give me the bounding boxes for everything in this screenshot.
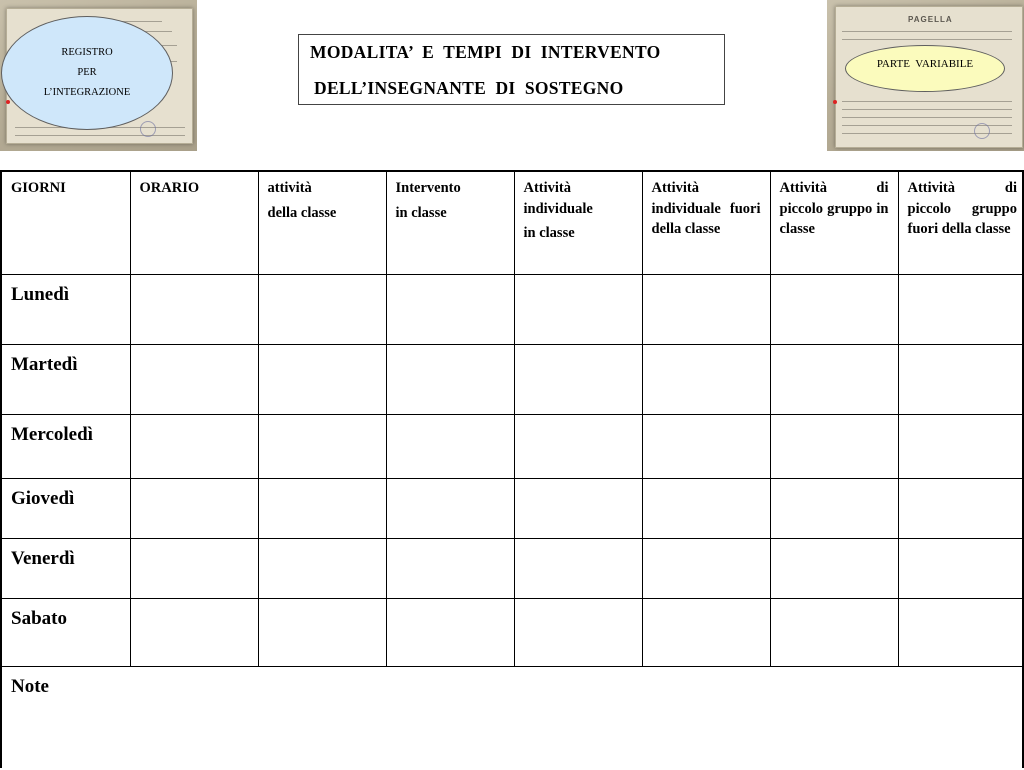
table-cell[interactable] [770, 414, 898, 478]
header-giorni: GIORNI [2, 172, 130, 274]
table-cell[interactable] [514, 414, 642, 478]
table-cell[interactable] [130, 538, 258, 598]
table-cell[interactable] [386, 344, 514, 414]
day-label: Lunedì [2, 274, 130, 344]
table-cell[interactable] [258, 538, 386, 598]
day-label: Giovedì [2, 478, 130, 538]
table-cell[interactable] [770, 478, 898, 538]
table-cell[interactable] [770, 274, 898, 344]
notes-label: Note [11, 675, 49, 697]
header-gruppo-fuori: Attività di piccolo gruppo fuori della classe [898, 172, 1024, 274]
day-label: Venerdì [2, 538, 130, 598]
table-cell[interactable] [258, 274, 386, 344]
table-cell[interactable] [642, 344, 770, 414]
schedule-table [0, 170, 1024, 768]
table-cell[interactable] [898, 598, 1024, 666]
header-gruppo-classe: Attività di piccolo gruppo in classe [770, 172, 898, 274]
table-cell[interactable] [770, 598, 898, 666]
registro-label-line2: PER [77, 67, 97, 78]
header-intervento-classe: Intervento in classe [386, 172, 514, 274]
header-orario: ORARIO [130, 172, 258, 274]
table-cell[interactable] [514, 598, 642, 666]
table-cell[interactable] [386, 538, 514, 598]
table-cell[interactable] [386, 274, 514, 344]
header-individuale-classe: Attività individuale in classe [514, 172, 642, 274]
table-cell[interactable] [642, 598, 770, 666]
table-cell[interactable] [898, 344, 1024, 414]
table-cell[interactable] [258, 598, 386, 666]
table-cell[interactable] [770, 344, 898, 414]
table-cell[interactable] [258, 414, 386, 478]
notes-row [2, 666, 1024, 770]
table-cell[interactable] [514, 344, 642, 414]
table-cell[interactable] [514, 478, 642, 538]
table-cell[interactable] [898, 274, 1024, 344]
notes-cell[interactable] [2, 666, 1024, 770]
table-cell[interactable] [130, 414, 258, 478]
day-label: Martedì [2, 344, 130, 414]
table-row [2, 478, 1024, 538]
pagella-word: PAGELLA [908, 15, 953, 24]
table-cell[interactable] [386, 478, 514, 538]
registro-label-line1: REGISTRO [61, 47, 113, 58]
table-cell[interactable] [514, 274, 642, 344]
table-cell[interactable] [898, 414, 1024, 478]
table-cell[interactable] [770, 538, 898, 598]
registro-integrazione-oval [1, 16, 173, 130]
header-attivita-classe: attività della classe [258, 172, 386, 274]
table-row [2, 538, 1024, 598]
table-cell[interactable] [386, 414, 514, 478]
header-individuale-fuori: Attività individuale fuori della classe [642, 172, 770, 274]
table-header-row [2, 172, 1024, 274]
title-box [298, 34, 725, 105]
day-label: Mercoledì [2, 414, 130, 478]
title-line-1: MODALITA’ E TEMPI DI INTERVENTO [310, 42, 661, 62]
table-cell[interactable] [642, 274, 770, 344]
parte-variabile-label: PARTE VARIABILE [876, 57, 974, 70]
table-row [2, 598, 1024, 666]
table-cell[interactable] [514, 538, 642, 598]
table-row [2, 274, 1024, 344]
table-cell[interactable] [898, 538, 1024, 598]
table-row [2, 344, 1024, 414]
table-cell[interactable] [130, 598, 258, 666]
registro-label-line3: L’INTEGRAZIONE [43, 87, 131, 98]
title-line-2: DELL’INSEGNANTE DI SOSTEGNO [314, 78, 624, 98]
parte-variabile-oval [845, 45, 1005, 92]
table-cell[interactable] [898, 478, 1024, 538]
table-row [2, 414, 1024, 478]
table-cell[interactable] [642, 538, 770, 598]
table-cell[interactable] [130, 274, 258, 344]
table-cell[interactable] [386, 598, 514, 666]
table-cell[interactable] [258, 344, 386, 414]
table-cell[interactable] [258, 478, 386, 538]
table-cell[interactable] [642, 478, 770, 538]
table-cell[interactable] [130, 344, 258, 414]
table-cell[interactable] [642, 414, 770, 478]
day-label: Sabato [2, 598, 130, 666]
table-cell[interactable] [130, 478, 258, 538]
